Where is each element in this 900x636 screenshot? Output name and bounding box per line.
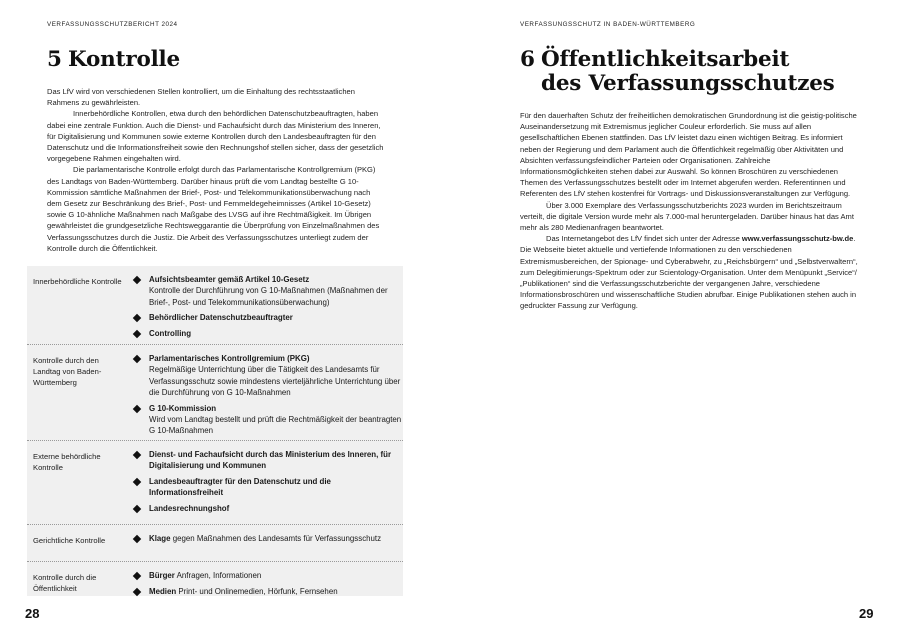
table-row-category: Gerichtliche Kontrolle (27, 525, 123, 562)
diamond-bullet-icon (133, 535, 141, 543)
paragraph: Das LfV wird von verschiedenen Stellen kontrolliert, um die Einhaltung des rechtsstaatlichen Rahmens zu gewährleisten. (47, 87, 355, 108)
diamond-bullet-icon (133, 572, 141, 580)
list-item (133, 328, 403, 339)
chapter-title-5 (47, 48, 180, 72)
page-number-left: 28 (25, 606, 40, 621)
paragraph-text: . Die Webseite bietet aktuelle und vertiefende Informationen zu den verschiedenen Extremismusbereichen, der Spionage- und Cyberabwehr, zu „Reichsbürgern“ und „Selbstverwaltern“, zum Delegitimierungs-Spektrum oder zur Scientology-Organisation. Unter dem Menüpunkt „Service“/„Publikationen“ sind die Verfassungsschutzberichte der vergangenen Jahre, verschiedene Informationsbroschüren und wissenschaftliche Studien abrufbar. Einige Publikationen stehen auch in gedruckter Fassung zur Verfügung. (520, 234, 858, 311)
item-title: G 10-Kommission (149, 403, 217, 413)
paragraph: Die parlamentarische Kontrolle erfolgt durch das Parlamentarische Kontrollgremium (PKG) des Landtags von Baden-Württemberg. Darüber hinaus prüft die vom Landtag bestellte G 10-Kommission sämtliche Maßnahmen der Brief-, Post- und Telekommunikationsüberwachung nach dem Gesetz zur Beschränkung des Brief-, Post- und Fernmeldegeheimnisses (Artikel 10-Gesetz) sowie G 10-ähnliche Maßnahmen nach Maßgabe des LVSG auf ihre Rechtmäßigkeit. Im Übrigen gewährleistet die grundgesetzliche Rechtsweggarantie die Überprüfung von Einzelmaßnahmen des Verfassungsschutzes durch die Justiz. Die Arbeit des Verfassungsschutzes unterliegt zudem der Kontrolle durch die Öffentlichkeit. (47, 165, 380, 253)
list-item (133, 449, 403, 472)
list-item (133, 570, 403, 581)
list-item (133, 586, 403, 597)
list-item (133, 476, 403, 499)
item-description: Anfragen, Informationen (176, 571, 262, 580)
page-number-right: 29 (859, 606, 874, 621)
chapter-title-6 (520, 48, 835, 96)
paragraph: Über 3.000 Exemplare des Verfassungsschutzberichts 2023 wurden im Berichtszeitraum verteilt, die digitale Version wurde mehr als 7.000-mal heruntergeladen. Darüber hinaus hat das Amt mehr als 280 Medienanfragen beantwortet. (520, 200, 854, 233)
diamond-bullet-icon (133, 451, 141, 459)
table-row-category: Externe behördliche Kontrolle (27, 441, 123, 525)
body-text-right (520, 110, 858, 312)
diamond-bullet-icon (133, 276, 141, 284)
item-title: Klage (149, 534, 171, 543)
table-row (27, 266, 403, 345)
running-head-right: VERFASSUNGSSCHUTZ IN BADEN-WÜRTTEMBERG (520, 21, 696, 28)
table-row-category: Kontrolle durch den Landtag von Baden-Württemberg (27, 345, 123, 441)
table-row-items (123, 345, 403, 441)
item-title: Landesrechnungshof (149, 504, 230, 514)
list-item (133, 312, 403, 323)
item-description: Regelmäßige Unterrichtung über die Tätigkeit des Landesamts für Verfassungsschutz sowie mindestens vierteljährliche Unterrichtung über die Durchführung von G 10-Maßnahmen (149, 365, 401, 397)
table-row (27, 345, 403, 441)
table-row-items (123, 441, 403, 525)
paragraph-text: Das Internetangebot des LfV findet sich unter der Adresse (546, 234, 742, 244)
list-item (133, 353, 403, 398)
control-table (27, 266, 403, 596)
paragraph: Für den dauerhaften Schutz der freiheitlichen demokratischen Grundordnung ist die geistig-politische Auseinandersetzung mit Extremismus jeglicher Couleur erforderlich. Sie muss auf allen gesellschaftlichen Ebenen stattfinden. Das LfV leistet dazu einen wichtigen Beitrag. Es informiert neben der Regierung und dem Parlament auch die Öffentlichkeit regelmäßig über Aktivitäten und Absichten verfassungsfeindlicher Parteien oder Organisationen. Zahlreiche Informationsmöglichkeiten stehen dabei zur Auswahl. So können Broschüren zu verschiedenen Themen des Verfassungsschutzes bestellt oder im Internet abgerufen werden. Referentinnen und Referenten des LfV stehen kostenfrei für Vortrags- und Diskussionsveranstaltungen zur Verfügung. (520, 111, 857, 199)
table-row (27, 525, 403, 562)
diamond-bullet-icon (133, 314, 141, 322)
right-page (450, 0, 900, 636)
item-title: Controlling (149, 329, 192, 339)
chapter-title-line2: des Verfassungsschutzes (541, 71, 835, 96)
item-title: Medien (149, 586, 177, 596)
body-text-left (47, 86, 384, 254)
list-item (133, 403, 403, 437)
diamond-bullet-icon (133, 330, 141, 338)
table-row-items (123, 562, 403, 596)
chapter-title-line1: Öffentlichkeitsarbeit (541, 47, 790, 72)
diamond-bullet-icon (133, 588, 141, 596)
chapter-number: 5 (47, 47, 62, 72)
item-title: Landesbeauftragter für den Datenschutz und die Informationsfreiheit (149, 477, 331, 498)
item-title: Bürger (149, 571, 175, 580)
table-row-category: Kontrolle durch die Öffentlichkeit (27, 562, 123, 596)
diamond-bullet-icon (133, 355, 141, 363)
diamond-bullet-icon (133, 478, 141, 486)
item-title: Behördlicher Datenschutzbeauftragter (149, 313, 293, 323)
item-description: Wird vom Landtag bestellt und prüft die Rechtmäßigkeit der beantragten G 10-Maßnahmen (149, 414, 402, 436)
table-row (27, 441, 403, 525)
diamond-bullet-icon (133, 404, 141, 412)
paragraph (520, 233, 858, 311)
website-link[interactable]: www.verfassungsschutz-bw.de (741, 234, 854, 244)
item-description: gegen Maßnahmen des Landesamts für Verfassungsschutz (172, 534, 382, 543)
list-item (133, 533, 403, 544)
table-row-items (123, 525, 403, 562)
paragraph: Innerbehördliche Kontrollen, etwa durch den behördlichen Datenschutzbeauftragten, haben dabei eine zentrale Funktion. Auch die Dienst- und Fachaufsicht durch das Ministerium des Inneren, für Digitalisierung und Kommunen sowie externe Kontrollen durch den Landesbeauftragten für den Datenschutz und die Informationsfreiheit sowie den Rechnungshof stellen sicher, dass der gesetzlich vorgegebene Rahmen eingehalten wird. (47, 109, 384, 164)
table-row-items (123, 266, 403, 345)
table-row-category: Innerbehördliche Kontrolle (27, 266, 123, 345)
chapter-number: 6 (520, 47, 535, 72)
item-description: Kontrolle der Durchführung von G 10-Maßnahmen (Maßnahmen der Brief-, Post- und Telekommunikationsüberwachung) (149, 286, 388, 307)
item-description: Print- und Onlinemedien, Hörfunk, Fernsehen (178, 586, 338, 596)
table-row (27, 562, 403, 596)
list-item (133, 503, 403, 514)
item-title: Dienst- und Fachaufsicht durch das Ministerium des Inneren, für Digitalisierung und Kommunen (149, 450, 392, 471)
diamond-bullet-icon (133, 505, 141, 513)
item-title: Aufsichtsbeamter gemäß Artikel 10-Gesetz (149, 275, 310, 284)
running-head-left: VERFASSUNGSSCHUTZBERICHT 2024 (47, 21, 178, 28)
chapter-title-text: Kontrolle (68, 47, 180, 72)
list-item (133, 274, 403, 308)
item-title: Parlamentarisches Kontrollgremium (PKG) (149, 354, 310, 363)
